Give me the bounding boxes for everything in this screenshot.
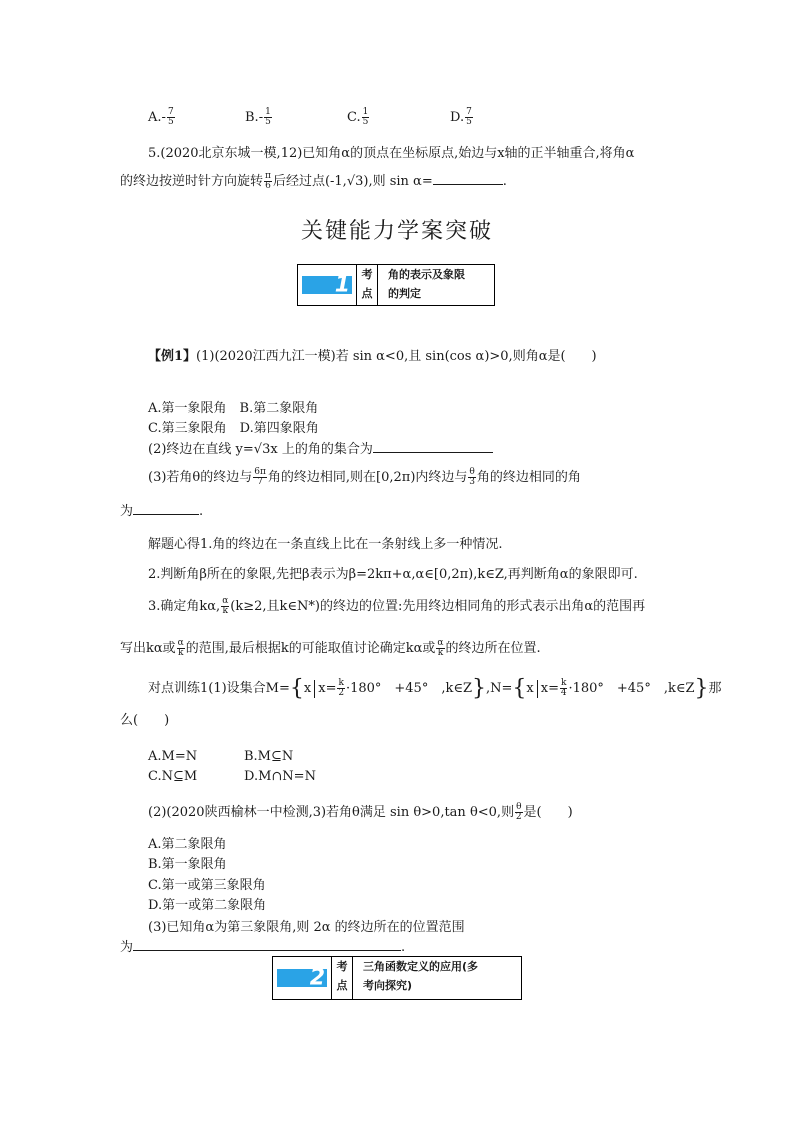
training-1-stem-line2: 么( ) bbox=[120, 713, 170, 728]
example-1-part3: (3)若角θ的终边与 $\frac{6\pi}{7}$ 角的终边相同,则在[0,2π)内终边与 $\frac{\theta}{3}$ 角的终边相同的角 bbox=[148, 467, 581, 487]
q4-option-d: D. $\frac{7}{5}$ bbox=[450, 107, 472, 127]
training-1-stem: 对点训练1(1)设集合M={x x= $\frac{k}{2}$ ·180° +45° ,k∈Z},N={x x= $\frac{k}{4}$ ·180° +45° ,k∈Z}那 bbox=[148, 676, 722, 701]
q4-option-b: B.- $\frac{1}{5}$ bbox=[245, 107, 271, 127]
example-1-stem: 【例1】(1)(2020江西九江一模)若 sin α<0,且 sin(cos α)>0,则角α是( ) bbox=[148, 349, 597, 364]
training-1-part3-line2: 为 . bbox=[120, 940, 406, 955]
tip-3-line2: 写出kα或 $\frac{\alpha}{k}$ 的范围,最后根据k的可能取值讨论确定kα或 $\frac{\alpha}{k}$ 的终边所在位置. bbox=[120, 638, 541, 658]
ex1-part3-blank bbox=[133, 514, 199, 515]
example-1-options-ab: A.第一象限角 B.第二象限角 bbox=[148, 401, 319, 416]
training-1-option-a: A.M=N bbox=[148, 749, 198, 764]
kaodian-1-label: 考 点 bbox=[356, 265, 378, 305]
training-1-part3: (3)已知角α为第三象限角,则 2α 的终边所在的位置范围 bbox=[148, 920, 465, 935]
training-1-part3-blank bbox=[133, 950, 401, 951]
q4-option-a: A.- $\frac{7}{5}$ bbox=[148, 107, 174, 127]
kaodian-2-box bbox=[272, 956, 522, 1000]
q4-option-c: C. $\frac{1}{5}$ bbox=[347, 107, 369, 127]
q5-answer-blank bbox=[433, 184, 503, 185]
training-1-part2-option-b: B.第一象限角 bbox=[148, 857, 227, 872]
ex1-part2-blank bbox=[373, 452, 493, 453]
kaodian-2-label: 考 点 bbox=[331, 957, 353, 999]
tip-2: 2.判断角β所在的象限,先把β表示为β=2kπ+α,α∈[0,2π),k∈Z,再判断角α的象限即可. bbox=[148, 567, 638, 582]
training-1-part2-option-d: D.第一或第二象限角 bbox=[148, 898, 267, 913]
q5-line1: 5.(2020北京东城一模,12)已知角α的顶点在坐标原点,始边与x轴的正半轴重合,将角α bbox=[148, 146, 635, 161]
section-title: 关键能力学案突破 bbox=[300, 219, 493, 244]
kaodian-1-box bbox=[297, 264, 495, 306]
training-1-part2-option-c: C.第一或第三象限角 bbox=[148, 878, 266, 893]
training-1-option-c: C.N⊆M bbox=[148, 769, 198, 784]
training-1-part2-option-a: A.第二象限角 bbox=[148, 837, 227, 852]
kaodian-1-badge: 1 bbox=[302, 276, 352, 294]
training-1-part2: (2)(2020陕西榆林一中检测,3)若角θ满足 sin θ>0,tan θ<0,则 $\frac{\theta}{2}$ 是( ) bbox=[148, 802, 573, 822]
training-1-option-d: D.M∩N=N bbox=[244, 769, 316, 784]
example-1-part3-line2: 为 . bbox=[120, 504, 204, 519]
q5-line2: 的终边按逆时针方向旋转 $\frac{\pi}{6}$ 后经过点(-1,√3),则 sin α= . bbox=[120, 171, 507, 191]
tip-3: 3.确定角kα, $\frac{\alpha}{k}$ (k≥2,且k∈N*)的终边的位置:先用终边相同角的形式表示出角α的范围再 bbox=[148, 596, 646, 616]
kaodian-1-title: 角的表示及象限 的判定 bbox=[388, 268, 465, 300]
tip-1: 解题心得1.角的终边在一条直线上比在一条射线上多一种情况. bbox=[148, 537, 503, 552]
kaodian-2-title: 三角函数定义的应用(多 考向探究) bbox=[363, 960, 479, 992]
kaodian-2-badge: 2 bbox=[277, 969, 327, 987]
training-1-option-b: B.M⊆N bbox=[244, 749, 294, 764]
example-1-options-cd: C.第三象限角 D.第四象限角 bbox=[148, 421, 319, 436]
example-1-part2: (2)终边在直线 y=√3x 上的角的集合为 bbox=[148, 438, 493, 457]
